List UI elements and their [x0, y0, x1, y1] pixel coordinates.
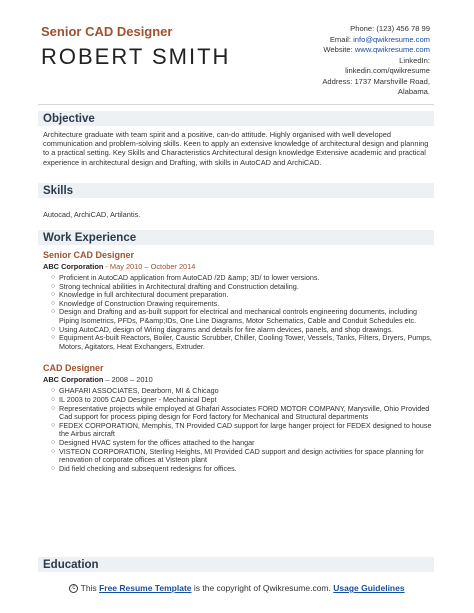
duty-item: ○ Knowledge in full architectural document preparation. — [51, 290, 229, 300]
duty-item: ○ Representative projects while employed at Ghafari Associates FORD MOTOR COMPANY, Marysville, Ohio Provided Cad support for process piping design for Ford factory for Mechanical and Structural departments — [51, 403, 430, 422]
bullet-icon: ○ — [51, 308, 56, 316]
free-resume-template-link[interactable]: Free Resume Template — [99, 583, 192, 593]
bullet-icon: ○ — [51, 282, 56, 290]
copyright-footer: c This Free Resume Template is the copyright of Qwikresume.com. Usage Guidelines — [0, 583, 474, 594]
duty-list — [38, 387, 434, 473]
objective-title: Objective — [43, 112, 95, 125]
company-line — [38, 375, 434, 384]
education-heading-bar — [38, 557, 434, 572]
objective-text: Architecture graduate with team spirit and a positive, can-do attitude. Highly organised with well developed communication and problem-solving skills. Keen to apply an extensive knowledge of architectural design and planning to a practical setting. Key Skills and Characteristics Architectural design knowledge Extensive academic and practical experience in architectural design and Drafting, with skills in AutoCAD and ArchiCAD. — [43, 130, 429, 167]
experience-section — [38, 230, 434, 473]
company-name: ABC Corporation — [43, 375, 104, 385]
duty-item: ○ Proficient in AutoCAD application from AutoCAD /2D &amp; 3D/ to lower versions. — [51, 273, 320, 282]
email-link[interactable]: info@qwikresume.com — [353, 34, 430, 44]
duty-item: ○ Designed HVAC system for the offices attached to the hangar — [51, 437, 255, 447]
duty-item: ○ Design and Drafting and as-built support for electrical and mechanical controls engineering documents, including Piping Isometrics, PFDs, P&amp;IDs, One Line Diagrams, Motor Schematics, Cable and Conduit Schedules etc. — [51, 307, 417, 325]
skills-section — [38, 183, 434, 219]
contact-linkedin-value: linkedin.com/qwikresume — [345, 66, 430, 75]
bullet-icon: ○ — [51, 325, 56, 333]
copyright-icon: c — [69, 584, 78, 593]
bullet-icon: ○ — [51, 438, 56, 446]
duty-item: ○ VISTEON CORPORATION, Sterling Heights, MI Provided CAD support and design activities for space planning for renovation of corporate offices at Visteon plant — [51, 446, 424, 465]
experience-heading-bar — [38, 230, 434, 245]
education-title: Education — [43, 558, 99, 571]
duty-list — [38, 274, 434, 351]
contact-phone: Phone: (123) 456 78 99 — [350, 24, 430, 33]
experience-title: Work Experience — [43, 231, 137, 244]
contact-address-line2: Alabama. — [397, 87, 430, 96]
skills-heading-bar — [38, 183, 434, 198]
skills-title: Skills — [43, 184, 74, 197]
bullet-icon: ○ — [51, 299, 56, 307]
job-title: CAD Designer — [43, 363, 104, 374]
bullet-icon: ○ — [51, 387, 56, 395]
company-name: ABC Corporation — [43, 262, 104, 271]
bullet-icon: ○ — [51, 404, 56, 412]
objective-heading-bar — [38, 111, 434, 126]
job-dates: - May 2010 – October 2014 — [103, 262, 196, 271]
contact-email: Email: info@qwikresume.com — [329, 34, 430, 44]
duty-item: ○ Did field checking and subsequent redesigns for offices. — [51, 463, 237, 473]
bullet-icon: ○ — [51, 395, 56, 403]
bullet-icon: ○ — [51, 421, 56, 429]
job-entry — [38, 250, 434, 351]
contact-website: Website: www.qwikresume.com — [323, 45, 430, 54]
bullet-icon: ○ — [51, 334, 56, 342]
duty-item: ○ GHAFARI ASSOCIATES, Dearborn, MI & Chicago — [51, 386, 219, 396]
duty-item: ○ FEDEX CORPORATION, Memphis, TN Provided CAD support for large hanger project for FEDEX designed to house the Airbus aircraft — [51, 420, 432, 439]
website-link[interactable]: www.qwikresume.com — [354, 45, 430, 54]
duty-item: ○ Strong technical abilities in Architectural drafting and Construction detailing. — [51, 281, 299, 291]
bullet-icon: ○ — [51, 291, 56, 299]
objective-section — [38, 111, 434, 167]
duty-item: ○ Equipment As-built Reactors, Boiler, Caustic Scrubber, Chiller, Cooling Tower, Vessels, Tanks, Filters, Dryers, Pumps, Motors, Agitators, Heat Exchangers, Extruder. — [51, 333, 432, 351]
duty-item: ○ Knowledge of Construction Drawing requirements. — [51, 298, 220, 308]
usage-guidelines-link[interactable]: Usage Guidelines — [333, 583, 405, 593]
contact-linkedin-label: LinkedIn: — [399, 55, 430, 65]
duty-item: ○ Using AutoCAD, design of Wiring diagrams and details for fire alarm devices, panels, and shop drawings. — [51, 324, 393, 334]
header-divider — [38, 104, 434, 105]
duty-item: ○ IL 2003 to 2005 CAD Designer - Mechanical Dept — [51, 394, 217, 404]
contact-block — [322, 24, 430, 98]
company-line — [38, 262, 434, 271]
bullet-icon: ○ — [51, 464, 56, 472]
candidate-name: ROBERT SMITH — [41, 44, 231, 69]
contact-address: Address: 1737 Marshville Road, — [322, 76, 430, 86]
job-title: Senior CAD Designer — [41, 24, 173, 39]
job-title: Senior CAD Designer — [43, 250, 135, 260]
job-entry — [38, 363, 434, 473]
resume-header — [0, 0, 474, 105]
bullet-icon: ○ — [51, 274, 56, 281]
job-dates: – 2008 – 2010 — [103, 375, 153, 385]
bullet-icon: ○ — [51, 447, 56, 455]
education-section — [38, 557, 434, 572]
skills-text: Autocad, ArchiCAD, Artilantis. — [43, 210, 141, 219]
